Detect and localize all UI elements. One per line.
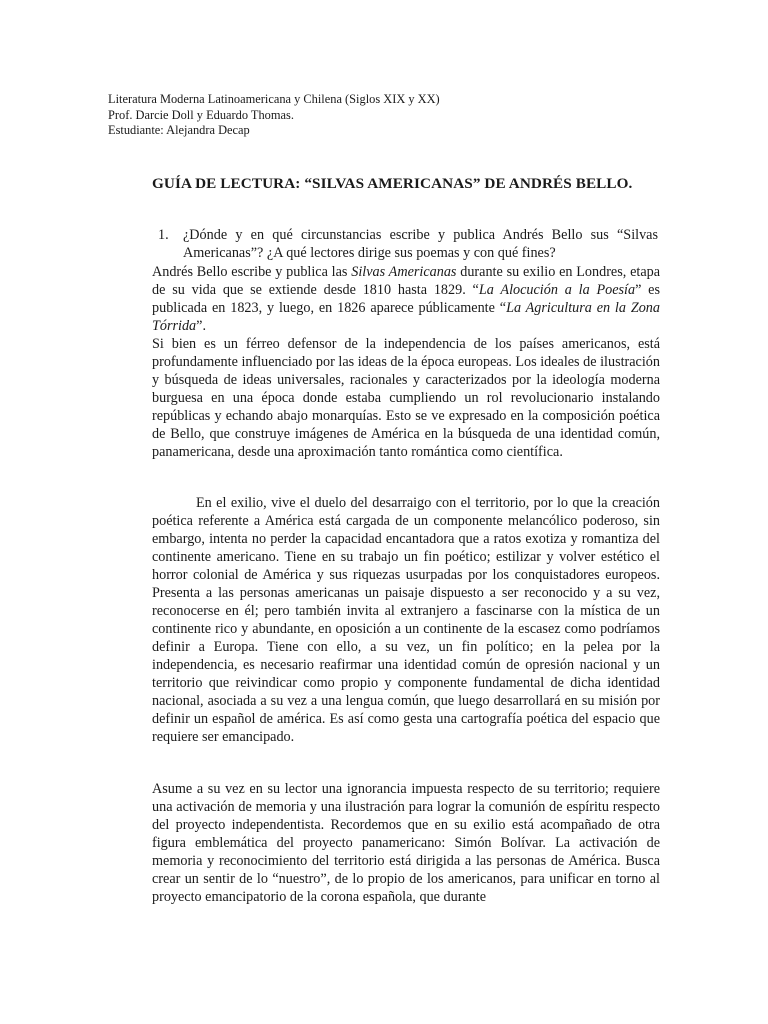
answer-text-3: ” es publicada en 1823, y luego, en 1826 aparece públicamente “ xyxy=(152,282,660,316)
course-line: Literatura Moderna Latinoamericana y Chilena (Siglos XIX y XX) xyxy=(108,92,440,106)
work-title-agricultura: La Agricultura en la Zona Tórrida xyxy=(152,300,660,334)
paragraph-text: Asume a su vez en su lector una ignorancia impuesta respecto de su territorio; requiere una activación de memoria y una ilustración para lograr la comunión de espíritu respecto del proyecto independentista. Recordemos que en su exilio está acompañado de otra figura emblemática del proyecto panamericano: Simón Bolívar. La activación de memoria y reconocimiento del territorio está dirigida a las personas de América. Busca crear un sentir de lo “nuestro”, de lo propio de los americanos, para unificar en torno al proyecto emancipatorio de la corona española, que durante xyxy=(152,781,660,905)
professors-line: Prof. Darcie Doll y Eduardo Thomas. xyxy=(108,107,294,122)
answer-text-4: ”. xyxy=(196,318,207,334)
answer-text-2: durante su exilio en Londres, etapa de su vida que se extiende desde 1810 hasta 1829. “ xyxy=(152,264,661,298)
work-title-silvas: Silvas Americanas xyxy=(351,264,457,280)
work-title-alocucion: La Alocución a la Poesía xyxy=(478,282,636,298)
answer-block xyxy=(152,263,660,461)
body-paragraph-exilio xyxy=(152,494,660,746)
question-item xyxy=(158,226,658,262)
question-number: 1. xyxy=(158,227,169,243)
answer-paragraph-1 xyxy=(152,263,660,335)
question-text: ¿Dónde y en qué circunstancias escribe y publica Andrés Bello sus “Silvas Americanas”? ¿A qué lectores dirige sus poemas y con qué fines? xyxy=(183,227,658,261)
document-header xyxy=(108,92,440,139)
answer-text-1: Andrés Bello escribe y publica las xyxy=(152,264,352,280)
student-line: Estudiante: Alejandra Decap xyxy=(108,123,250,137)
paragraph-text: En el exilio, vive el duelo del desarraigo con el territorio, por lo que la creación poética referente a América está cargada de un componente melancólico poderoso, sin embargo, intenta no perder la capacidad encantadora que a ratos exotiza y romantiza del continente americano. Tiene en su trabajo un fin poético; estilizar y volver estético el horror colonial de América y sus riquezas usurpadas por los conquistadores europeos. Presenta a las personas americanas un paisaje dispuesto a ser reconocido y a su vez, reconocerse en él; pero también invita al extranjero a fascinarse con la mística de un continente rico y abundante, en oposición a un continente de la escasez como podríamos definir a Europa. Tiene con ello, a su vez, un fin político; en la pelea por la independencia, es necesario reafirmar una identidad común de opresión nacional y un territorio que reivindicar como propio y componente fundamental de dicha identidad nacional, asociada a su vez a una lengua común, que luego desarrollará en su misión por definir un español de américa. Es así como gesta una cartografía poética del espacio que requiere ser emancipado. xyxy=(152,495,660,745)
body-paragraph-lector xyxy=(152,780,660,906)
document-title: GUÍA DE LECTURA: “SILVAS AMERICANAS” DE ANDRÉS BELLO. xyxy=(152,175,633,192)
answer-paragraph-2: Si bien es un férreo defensor de la independencia de los países americanos, está profundamente influenciado por las ideas de la época europeas. Los ideales de ilustración y búsqueda de ideas universales, racionales y caracterizados por la ideología moderna burguesa en una época donde estaba cumpliendo un rol revolucionario instalando repúblicas y echando abajo monarquías. Esto se ve expresado en la composición poética de Bello, que construye imágenes de América en la búsqueda de una identidad común, panamericana, desde una aproximación tanto romántica como científica. xyxy=(152,336,660,460)
